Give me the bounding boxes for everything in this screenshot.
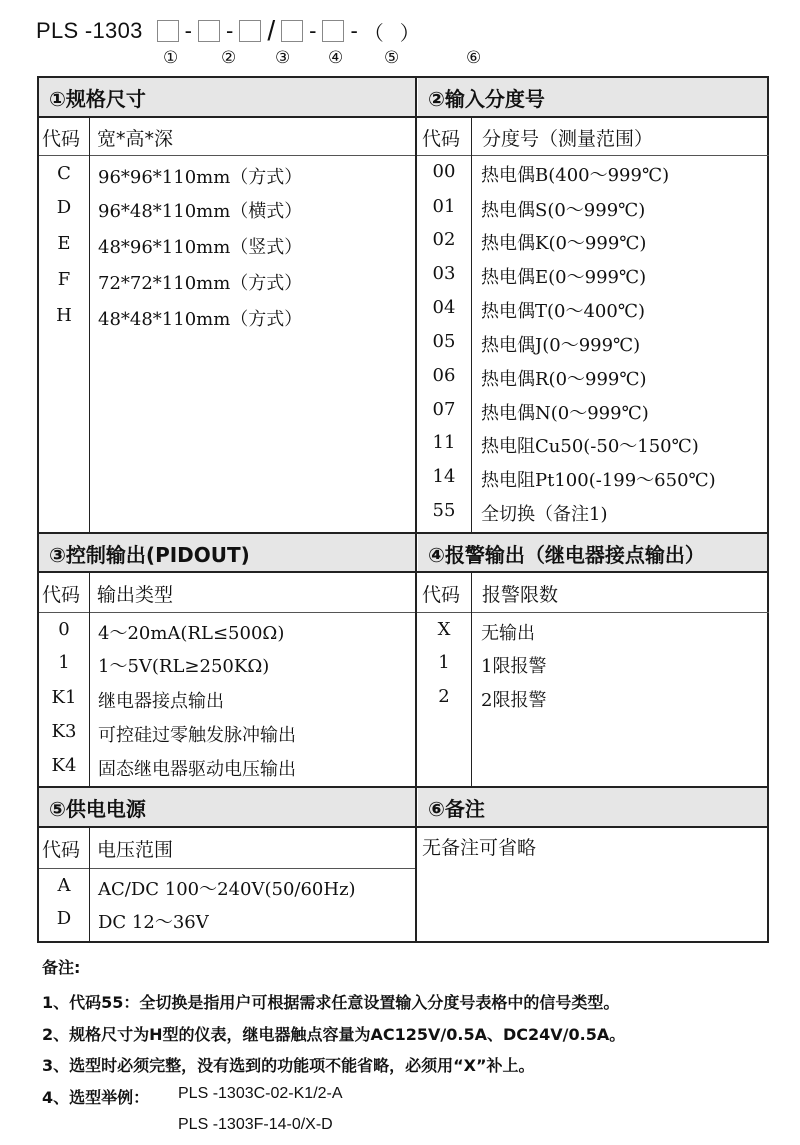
note-item: 1、代码55：全切换是指用户可根据需求任意设置输入分度号表格中的信号类型。 bbox=[42, 993, 620, 1012]
marker-4: ④ bbox=[328, 48, 344, 68]
table-row-code: 06 bbox=[432, 365, 456, 386]
table-row-code: K1 bbox=[51, 687, 77, 708]
table-row-code: E bbox=[57, 233, 71, 254]
s5-col-code: 代码 bbox=[42, 838, 81, 861]
table-row-code: H bbox=[56, 305, 72, 326]
table-row-code: 04 bbox=[432, 297, 456, 318]
table-row-code: X bbox=[437, 619, 451, 640]
s4-col-desc: 报警限数 bbox=[482, 583, 559, 606]
table-row-code: 1 bbox=[58, 652, 70, 673]
table-row-desc: 4～20mA(RL≤500Ω) bbox=[98, 623, 285, 644]
s3-col-desc: 输出类型 bbox=[97, 583, 174, 606]
table-row-code: 05 bbox=[432, 331, 456, 352]
table-row-desc: AC/DC 100～240V(50/60Hz) bbox=[98, 879, 356, 900]
notes-heading: 备注: bbox=[42, 958, 81, 977]
table-row-code: 11 bbox=[432, 432, 456, 453]
table-row-desc: 无输出 bbox=[481, 623, 535, 644]
code-paren-close: ） bbox=[399, 20, 420, 45]
table-row-code: 02 bbox=[432, 229, 456, 250]
table-row-code: 07 bbox=[432, 399, 456, 420]
table-row-code: C bbox=[57, 163, 71, 184]
table-row-code: D bbox=[56, 908, 72, 929]
table-row-desc: 热电偶R(0～999℃) bbox=[481, 369, 647, 390]
table-row-desc: 48*48*110mm（方式） bbox=[98, 309, 303, 330]
marker-6: ⑥ bbox=[466, 48, 482, 68]
table-row-code: 03 bbox=[432, 263, 456, 284]
table-row-desc: 可控硅过零触发脉冲输出 bbox=[98, 725, 296, 746]
table-row-desc: 热电阻Cu50(-50～150℃) bbox=[481, 436, 699, 457]
section-2-title: ②输入分度号 bbox=[418, 78, 767, 116]
marker-5: ⑤ bbox=[384, 48, 400, 68]
section-1-title: ①规格尺寸 bbox=[39, 78, 416, 116]
table-row-code: A bbox=[57, 875, 71, 896]
table-row-code: 01 bbox=[432, 196, 456, 217]
s4-col-code: 代码 bbox=[422, 583, 461, 606]
table-row-desc: 96*48*110mm（横式） bbox=[98, 201, 303, 222]
table-row-code: 55 bbox=[432, 500, 456, 521]
table-row-desc: 2限报警 bbox=[481, 690, 547, 711]
table-row-code: K3 bbox=[51, 721, 77, 742]
table-row-code: F bbox=[57, 269, 71, 290]
marker-1: ① bbox=[163, 48, 179, 68]
table-row-desc: 96*96*110mm（方式） bbox=[98, 167, 303, 188]
table-row-desc: 热电阻Pt100(-199～650℃) bbox=[481, 470, 716, 491]
section-5-title: ⑤供电电源 bbox=[39, 788, 416, 826]
table-row-desc: 热电偶J(0～999℃) bbox=[481, 335, 641, 356]
table-row-desc: 48*96*110mm（竖式） bbox=[98, 237, 303, 258]
table-row-desc: 1限报警 bbox=[481, 656, 547, 677]
code-box-4 bbox=[281, 20, 303, 42]
section-4-title: ④报警输出（继电器接点输出） bbox=[418, 534, 767, 572]
s1-col-code: 代码 bbox=[42, 127, 81, 150]
remark-text: 无备注可省略 bbox=[422, 837, 537, 859]
table-row-desc: 热电偶B(400～999℃) bbox=[481, 165, 670, 186]
model-code: PLS -1303 - - / - - （ ） bbox=[36, 15, 420, 46]
section-3-title: ③控制输出(PIDOUT) bbox=[39, 534, 416, 572]
table-row-code: 2 bbox=[438, 686, 450, 707]
table-row-desc: 固态继电器驱动电压输出 bbox=[98, 759, 296, 780]
table-row-desc: 72*72*110mm（方式） bbox=[98, 273, 303, 294]
s5-col-desc: 电压范围 bbox=[97, 838, 174, 861]
s1-col-desc: 宽*高*深 bbox=[97, 127, 174, 150]
marker-2: ② bbox=[221, 48, 237, 68]
table-row-code: 14 bbox=[432, 466, 456, 487]
table-row-code: D bbox=[56, 197, 72, 218]
table-row-desc: 热电偶E(0～999℃) bbox=[481, 267, 647, 288]
model-prefix: PLS -1303 bbox=[36, 18, 143, 43]
position-markers bbox=[0, 48, 800, 72]
s3-col-code: 代码 bbox=[42, 583, 81, 606]
table-row-desc: 热电偶T(0～400℃) bbox=[481, 301, 645, 322]
s2-col-code: 代码 bbox=[422, 127, 461, 150]
table-row-desc: DC 12～36V bbox=[98, 912, 209, 933]
table-row-desc: 全切换（备注1) bbox=[481, 504, 608, 525]
table-row-code: 0 bbox=[58, 619, 70, 640]
code-paren-open: （ bbox=[363, 20, 384, 45]
code-box-2 bbox=[198, 20, 220, 42]
table-row-desc: 热电偶K(0～999℃) bbox=[481, 233, 647, 254]
note-example: PLS -1303C-02-K1/2-A bbox=[178, 1085, 343, 1102]
table-row-code: K4 bbox=[51, 755, 77, 776]
code-box-3 bbox=[239, 20, 261, 42]
marker-3: ③ bbox=[275, 48, 291, 68]
code-box-5 bbox=[322, 20, 344, 42]
note-item: 3、选型时必须完整，没有选到的功能项不能省略，必须用“X”补上。 bbox=[42, 1056, 535, 1075]
table-row-desc: 热电偶S(0～999℃) bbox=[481, 200, 646, 221]
table-row-desc: 热电偶N(0～999℃) bbox=[481, 403, 649, 424]
note-item: 2、规格尺寸为H型的仪表，继电器触点容量为AC125V/0.5A、DC24V/0.5A。 bbox=[42, 1025, 626, 1044]
section-6-title: ⑥备注 bbox=[418, 788, 767, 826]
table-row-code: 1 bbox=[438, 652, 450, 673]
table-row-desc: 1～5V(RL≥250KΩ) bbox=[98, 656, 270, 677]
note-example: PLS -1303F-14-0/X-D bbox=[178, 1116, 333, 1133]
table-row-desc: 继电器接点输出 bbox=[98, 691, 224, 712]
s2-col-desc: 分度号（测量范围） bbox=[482, 127, 654, 150]
note-example-label: 4、选型举例： bbox=[42, 1088, 150, 1107]
table-row-code: 00 bbox=[432, 161, 456, 182]
code-box-1 bbox=[157, 20, 179, 42]
